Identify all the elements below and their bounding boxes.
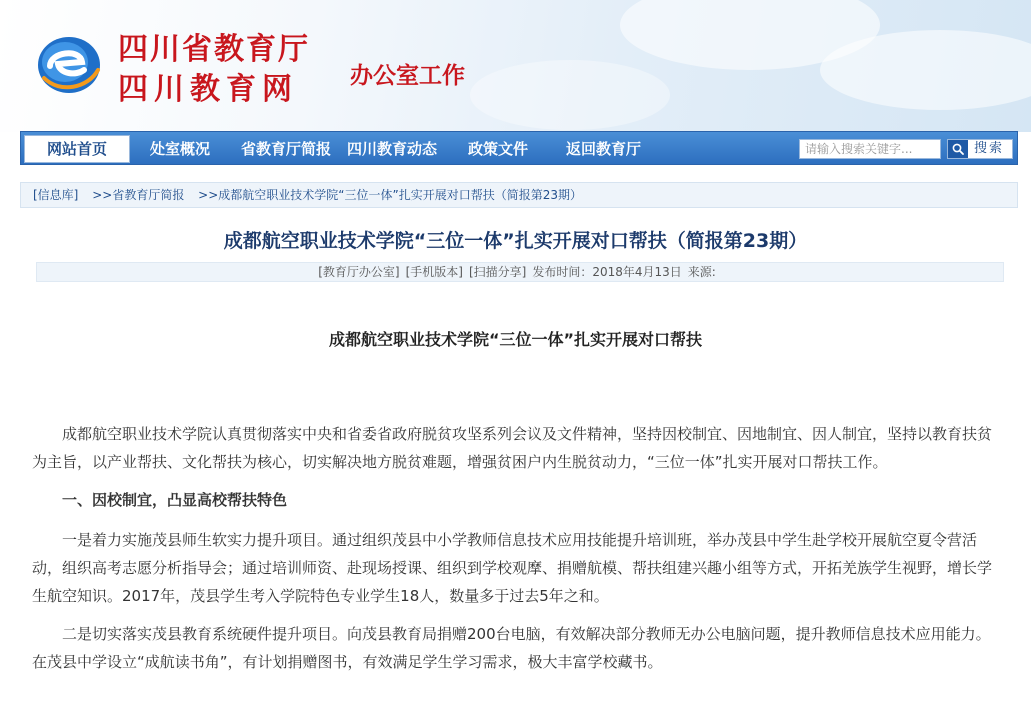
breadcrumb — [20, 182, 1018, 208]
site-name — [118, 30, 310, 110]
article-paragraph: 成都航空职业技术学院认真贯彻落实中央和省委省政府脱贫攻坚系列会议及文件精神，坚持因校制宜、因地制宜、因人制宜，坚持以教育扶贫为主旨，以产业帮扶、文化帮扶为核心，切实解决地方脱贫难题，增强贫困户内生脱贫动力，“三位一体”扎实开展对口帮扶工作。 — [32, 425, 993, 471]
site-header — [0, 0, 1031, 132]
article-content — [32, 420, 1004, 686]
search-icon — [948, 140, 968, 158]
channel-title: 办公室工作 — [350, 62, 465, 89]
site-logo-icon[interactable] — [36, 34, 102, 96]
article-paragraph: 二是切实落实茂县教育系统硬件提升项目。向茂县教育局捐赠200台电脑，有效解决部分教师无办公电脑问题，提升教师信息技术应用能力。在茂县中学设立“成航读书角”，有计划捐赠图书，有效满足学生学习需求，极大丰富学校藏书。 — [32, 625, 991, 671]
nav-item-briefing[interactable]: 省教育厅简报 — [241, 140, 332, 158]
site-name-line1: 四川省教育厅 — [118, 32, 310, 67]
meta-mobile-link[interactable]: [手机版本] — [405, 265, 463, 279]
nav-item-return[interactable]: 返回教育厅 — [566, 140, 642, 158]
nav-item-policy[interactable]: 政策文件 — [468, 140, 529, 158]
meta-office-link[interactable]: [教育厅办公室] — [318, 265, 400, 279]
nav-item-home[interactable]: 网站首页 — [24, 135, 130, 163]
search-button[interactable] — [947, 139, 1013, 159]
article-title: 成都航空职业技术学院“三位一体”扎实开展对口帮扶（简报第23期） — [223, 230, 808, 252]
header-cloud-decoration — [820, 30, 1031, 110]
nav-item-news[interactable]: 四川教育动态 — [347, 140, 438, 158]
article-meta — [36, 262, 1004, 282]
meta-scan-link[interactable]: [扫描分享] — [468, 265, 527, 279]
breadcrumb-link-library[interactable]: [信息库] — [33, 188, 79, 202]
breadcrumb-link-article[interactable]: >>成都航空职业技术学院“三位一体”扎实开展对口帮扶（简报第23期） — [198, 188, 582, 202]
meta-source: 来源: — [687, 265, 716, 279]
header-cloud-decoration — [470, 60, 670, 130]
search-button-label: 搜索 — [974, 141, 1005, 156]
meta-publish-date: 发布时间：2018年4月13日 — [532, 265, 682, 279]
article-section-heading: 一、因校制宜，凸显高校帮扶特色 — [62, 491, 288, 509]
search-input[interactable]: 请输入搜索关键字... — [799, 139, 941, 159]
article-paragraph: 一是着力实施茂县师生软实力提升项目。通过组织茂县中小学教师信息技术应用技能提升培训班，举办茂县中学生赴学校开展航空夏令营活动，组织高考志愿分析指导会；通过培训师资、赴现场授课、组织到学校观摩、捐赠航模、帮扶组建兴趣小组等方式，开拓羌族学生视野，增长学生航空知识。2017年，茂县学生考入学院特色专业学生18人，数量多于过去5年之和。 — [32, 531, 993, 605]
site-name-line2: 四川教育网 — [118, 72, 298, 107]
breadcrumb-link-briefing[interactable]: >>省教育厅简报 — [92, 188, 185, 202]
article-subtitle: 成都航空职业技术学院“三位一体”扎实开展对口帮扶 — [328, 330, 703, 349]
nav-item-overview[interactable]: 处室概况 — [150, 140, 211, 158]
main-nav — [20, 131, 1018, 165]
